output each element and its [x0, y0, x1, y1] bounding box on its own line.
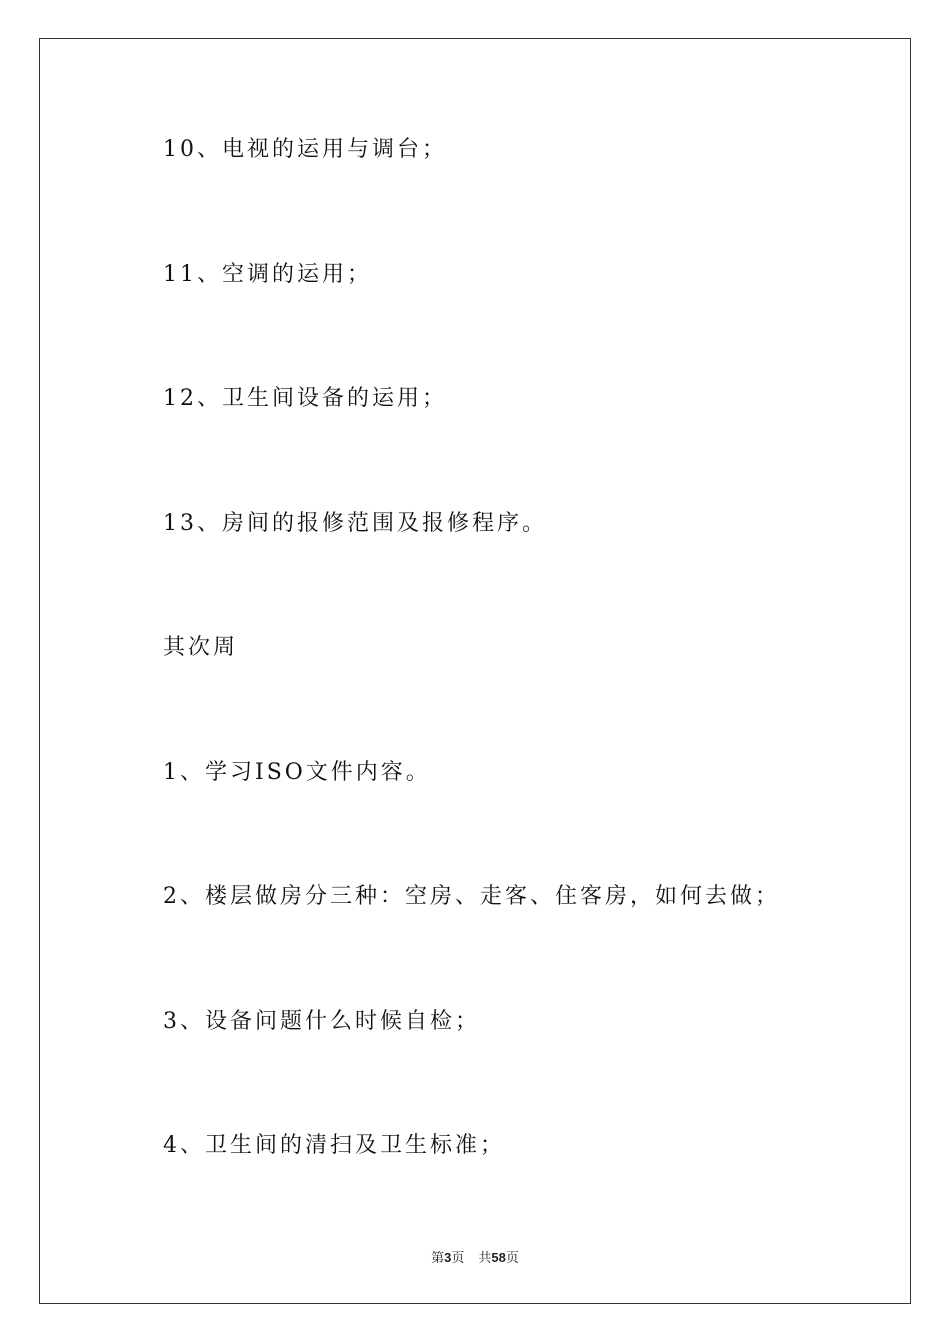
total-pages: 58: [491, 1250, 506, 1265]
page-footer: [0, 1247, 950, 1266]
list-item: 4、卫生间的清扫及卫生标准；: [163, 1133, 505, 1158]
page-suffix: 页: [451, 1251, 465, 1266]
list-item: 13、房间的报修范围及报修程序。: [163, 511, 547, 536]
list-item: 10、电视的运用与调台；: [163, 137, 447, 162]
page-prefix: 第: [431, 1251, 445, 1266]
list-item: 2、楼层做房分三种：空房、走客、住客房，如何去做；: [163, 884, 780, 909]
section-heading: 其次周: [163, 635, 239, 660]
list-item: 12、卫生间设备的运用；: [163, 386, 447, 411]
total-prefix: 共: [478, 1251, 492, 1266]
list-item: 3、设备问题什么时候自检；: [163, 1009, 480, 1034]
page-border: [39, 38, 911, 1304]
total-suffix: 页: [505, 1251, 519, 1266]
page-number: 3: [444, 1250, 452, 1265]
list-item: 1、学习ISO文件内容。: [163, 760, 431, 785]
list-item: 11、空调的运用；: [163, 262, 372, 287]
